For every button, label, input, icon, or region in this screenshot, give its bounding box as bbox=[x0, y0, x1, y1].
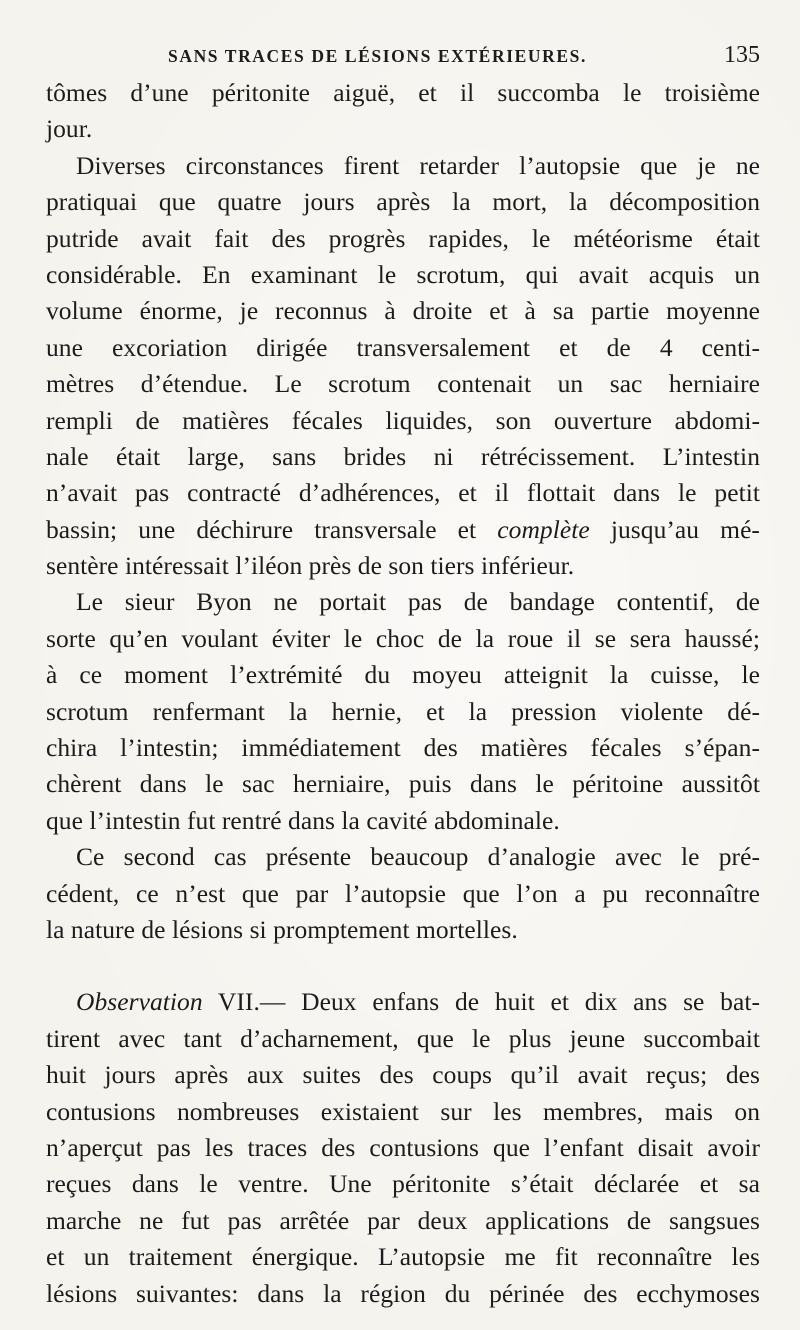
paragraph-1 bbox=[46, 75, 760, 148]
text-line: cédent, ce n’est que par l’autopsie que l’on a pu reconnaître bbox=[46, 878, 760, 908]
text-line: chira l’intestin; immédiatement des matières fécales s’épan- bbox=[46, 733, 760, 763]
text-line: à ce moment l’extrémité du moyeu atteignit la cuisse, le bbox=[46, 660, 760, 690]
text-line: reçues dans le ventre. Une péritonite s’était déclarée et sa bbox=[46, 1169, 760, 1199]
text-fragment: bassin; une déchirure transversale et bbox=[46, 514, 498, 544]
text-line: scrotum renfermant la hernie, et la pression violente dé- bbox=[46, 696, 760, 726]
text-line: mètres d’étendue. Le scrotum contenait un sac herniaire bbox=[46, 369, 760, 399]
running-title: SANS TRACES DE LÉSIONS EXTÉRIEURES. bbox=[168, 46, 587, 66]
emphasis-text: complète bbox=[497, 514, 590, 544]
text-line bbox=[46, 984, 760, 1020]
text-line: sentère intéressait l’iléon près de son tiers inférieur. bbox=[46, 551, 575, 581]
page-header bbox=[0, 38, 800, 72]
text-line: la nature de lésions si promptement mortelles. bbox=[46, 914, 518, 944]
text-line: chèrent dans le sac herniaire, puis dans le péritoine aussitôt bbox=[46, 769, 760, 799]
body-text bbox=[46, 75, 760, 1312]
text-line: et un traitement énergique. L’autopsie me fit reconnaître les bbox=[46, 1242, 760, 1272]
text-line: n’aperçut pas les traces des contusions que l’enfant disait avoir bbox=[46, 1132, 760, 1162]
paragraph-4 bbox=[46, 839, 760, 948]
text-line: Le sieur Byon ne portait pas de bandage contentif, de bbox=[76, 587, 760, 617]
text-line: rempli de matières fécales liquides, son ouverture abdomi- bbox=[46, 405, 760, 435]
text-line bbox=[46, 512, 760, 548]
text-line: putride avait fait des progrès rapides, le météorisme était bbox=[46, 223, 760, 253]
text-line: lésions suivantes: dans la région du périnée des ecchymoses bbox=[46, 1278, 760, 1308]
text-line: que l’intestin fut rentré dans la cavité abdominale. bbox=[46, 805, 560, 835]
text-fragment: VII.— Deux enfans de huit et dix ans se bat- bbox=[202, 987, 760, 1017]
text-line: tirent avec tant d’acharnement, que le plus jeune succombait bbox=[46, 1023, 760, 1053]
text-fragment: jusqu’au mé- bbox=[589, 514, 760, 544]
text-line: n’avait pas contracté d’adhérences, et il flottait dans le petit bbox=[46, 478, 760, 508]
text-line: jour. bbox=[46, 114, 93, 144]
text-line: tômes d’une péritonite aiguë, et il succomba le troisième bbox=[46, 78, 760, 107]
text-line: contusions nombreuses existaient sur les membres, mais on bbox=[46, 1096, 760, 1126]
text-line: pratiquai que quatre jours après la mort, la décomposition bbox=[46, 187, 760, 217]
text-line: Diverses circonstances firent retarder l’autopsie que je ne bbox=[76, 150, 760, 180]
text-line: marche ne fut pas arrêtée par deux applications de sangsues bbox=[46, 1205, 760, 1235]
page-number: 135 bbox=[724, 42, 760, 68]
section-gap bbox=[46, 948, 760, 984]
text-line: nale était large, sans brides ni rétrécissement. L’intestin bbox=[46, 441, 760, 471]
text-line: sorte qu’en voulant éviter le choc de la roue il se sera haussé; bbox=[46, 623, 760, 653]
observation-vii bbox=[46, 984, 760, 1312]
text-line: Ce second cas présente beaucoup d’analogie avec le pré- bbox=[76, 842, 760, 872]
text-line: considérable. En examinant le scrotum, qui avait acquis un bbox=[46, 259, 760, 289]
text-line: huit jours après aux suites des coups qu’il avait reçus; des bbox=[46, 1060, 760, 1090]
text-line: une excoriation dirigée transversalement et de 4 centi- bbox=[46, 332, 760, 362]
paragraph-3 bbox=[46, 584, 760, 839]
observation-title: Observation bbox=[76, 987, 203, 1017]
paragraph-2 bbox=[46, 148, 760, 585]
text-line: volume énorme, je reconnus à droite et à sa partie moyenne bbox=[46, 296, 760, 326]
